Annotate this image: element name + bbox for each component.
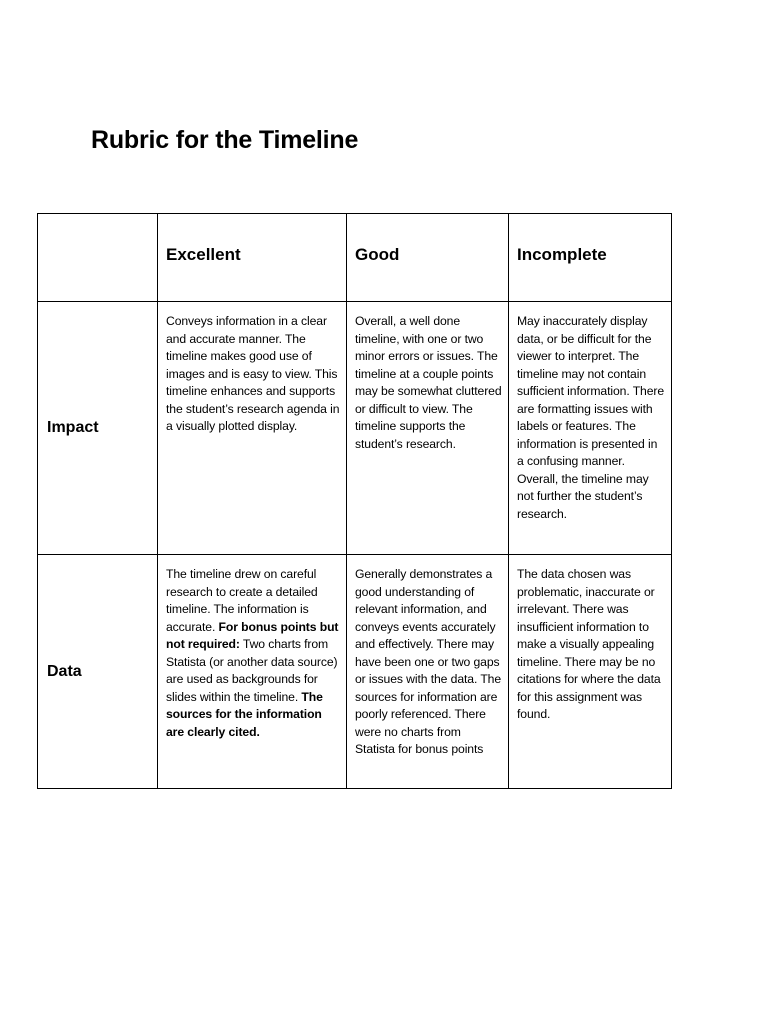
data-excellent-cell bbox=[158, 555, 347, 789]
data-good-cell: Generally demonstrates a good understanding of relevant information, and conveys events accurately and effectively. There may have been one or two gaps or issues with the data. The sources for information are poorly referenced. There were no charts from Statista for bonus points bbox=[347, 555, 509, 789]
corner-cell bbox=[38, 214, 158, 302]
impact-excellent-cell: Conveys information in a clear and accurate manner. The timeline makes good use of images and is easy to view. This timeline enhances and supports the student’s research agenda in a visually plotted display. bbox=[158, 302, 347, 555]
header-good: Good bbox=[347, 214, 509, 302]
header-excellent: Excellent bbox=[158, 214, 347, 302]
rubric-table bbox=[37, 213, 672, 789]
data-excellent-text-1: The timeline drew on careful research to create a detailed timeline. The information is accurate. bbox=[166, 567, 318, 634]
data-excellent-text-2: Two charts from Statista (or another data source) are used as backgrounds for slides within the timeline. bbox=[166, 637, 338, 704]
data-row bbox=[38, 555, 672, 789]
page-title: Rubric for the Timeline bbox=[91, 126, 359, 154]
impact-row bbox=[38, 302, 672, 555]
sources-cited-note: The sources for the information are clearly cited. bbox=[166, 689, 323, 739]
bonus-points-label: For bonus points but not required: bbox=[166, 619, 339, 651]
impact-good-cell: Overall, a well done timeline, with one or two minor errors or issues. The timeline at a couple points may be somewhat cluttered or difficult to view. The timeline supports the student’s research. bbox=[347, 302, 509, 555]
header-incomplete: Incomplete bbox=[509, 214, 672, 302]
impact-incomplete-cell: May inaccurately display data, or be difficult for the viewer to interpret. The timeline may not contain sufficient information. There are formatting issues with labels or features. The information is presented in a confusing manner. Overall, the timeline may not further the student’s research. bbox=[509, 302, 672, 555]
data-incomplete-cell: The data chosen was problematic, inaccurate or irrelevant. There was insufficient information to make a visually appealing timeline. There may be no citations for where the data for this assignment was found. bbox=[509, 555, 672, 789]
row-label-impact: Impact bbox=[38, 302, 158, 555]
row-label-data: Data bbox=[38, 555, 158, 789]
header-row bbox=[38, 214, 672, 302]
